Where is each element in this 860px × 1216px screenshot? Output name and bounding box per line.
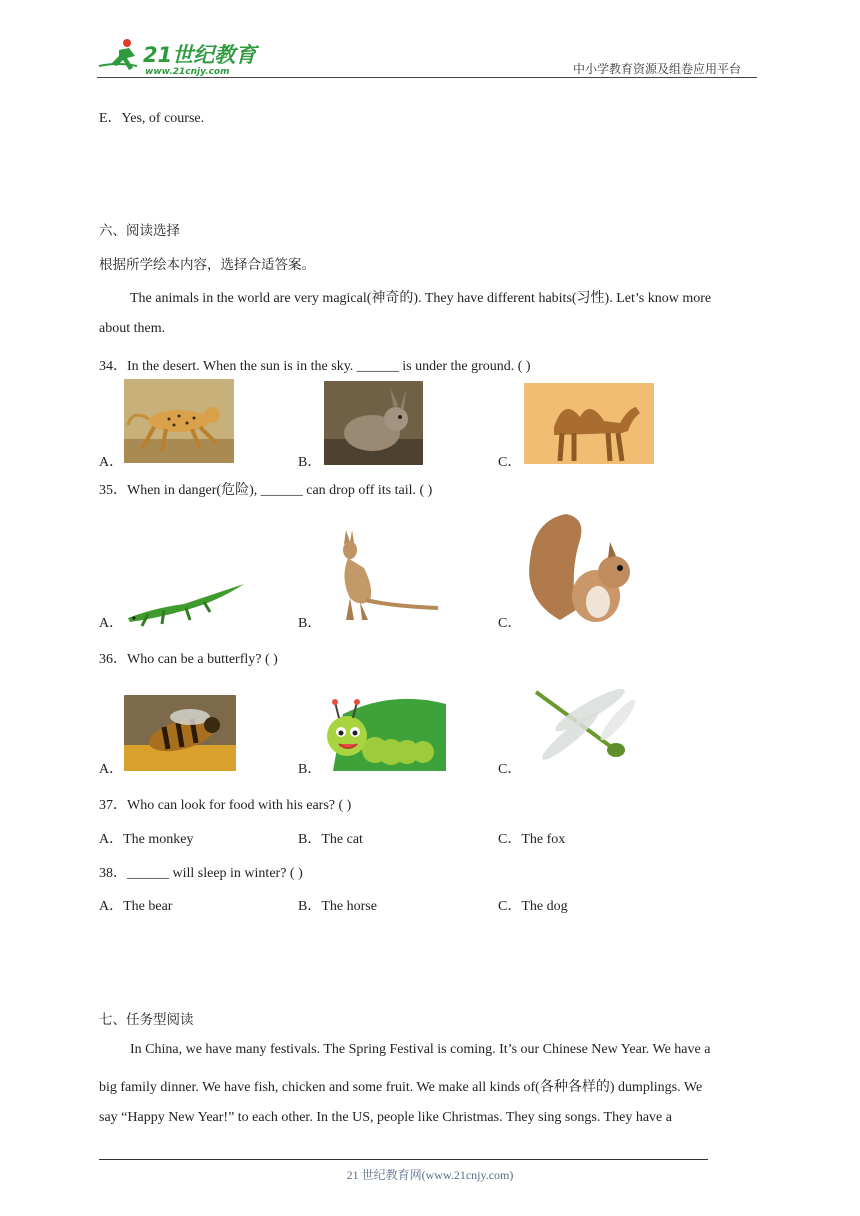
footer-text: 21 世纪教育网(www.21cnjy.com) [346,1168,514,1182]
header-divider [97,77,757,78]
q38-option-a: A．The bear [99,899,173,914]
q38-option-c: C．The dog [498,899,568,914]
passage-line-1: The animals in the world are very magical(神奇的). They have different habits(习性). Let’s know more [130,291,712,306]
q36-option-a: A． [99,762,124,777]
section7-title: 七、任务型阅读 [99,1012,194,1028]
q34-option-b: B． [298,455,322,470]
footer-divider [99,1159,708,1160]
q34-option-c: C． [498,455,522,470]
q37-option-b: B．The cat [298,832,363,847]
section6-title: 六、阅读选择 [99,223,180,239]
q36-option-b: B． [298,762,322,777]
section6-instruction: 根据所学绘本内容，选择合适答案。 [99,257,315,273]
site-logo [97,36,267,78]
question-36-stem: 36．Who can be a butterfly? ( ) [99,652,278,667]
section7-line-1: In China, we have many festivals. The Spring Festival is coming. It’s our Chinese New Year. We have a [130,1042,711,1057]
passage-line-2: about them. [99,321,166,336]
kangaroo-image [330,528,440,622]
section7-line-3: say “Happy New Year!” to each other. In the US, people like Christmas. They sing songs. They have a [99,1110,672,1125]
question-38-stem: 38．______ will sleep in winter? ( ) [99,866,303,881]
section7-line-2: big family dinner. We have fish, chicken and some fruit. We make all kinds of(各种各样的) dumplings. We [99,1080,703,1095]
runner-icon [99,39,137,70]
q37-option-c: C．The fox [498,832,566,847]
lizard-image [124,574,246,628]
previous-option-e: E．Yes, of course. [99,111,205,126]
squirrel-image [520,510,638,628]
q34-option-a: A． [99,455,124,470]
rabbit-image [324,381,423,465]
logo-url: www.21cnjy.com [145,67,230,77]
caterpillar-image [323,694,446,771]
q38-option-b: B．The horse [298,899,377,914]
dragonfly-image [530,680,646,772]
q35-option-a: A． [99,616,124,631]
q35-option-b: B． [298,616,322,631]
header-platform-text: 中小学教育资源及组卷应用平台 [573,62,742,76]
bee-image [124,695,236,771]
q37-option-a: A．The monkey [99,832,194,847]
logo-text: 21世纪教育 [143,43,257,67]
question-34-stem: 34．In the desert. When the sun is in the sky. ______ is under the ground. ( ) [99,359,531,374]
camel-image [524,383,654,464]
question-37-stem: 37．Who can look for food with his ears? ( ) [99,798,352,813]
question-35-stem: 35．When in danger(危险), ______ can drop off its tail. ( ) [99,483,433,498]
cheetah-image [124,379,234,463]
q36-option-c: C． [498,762,522,777]
q35-option-c: C． [498,616,522,631]
